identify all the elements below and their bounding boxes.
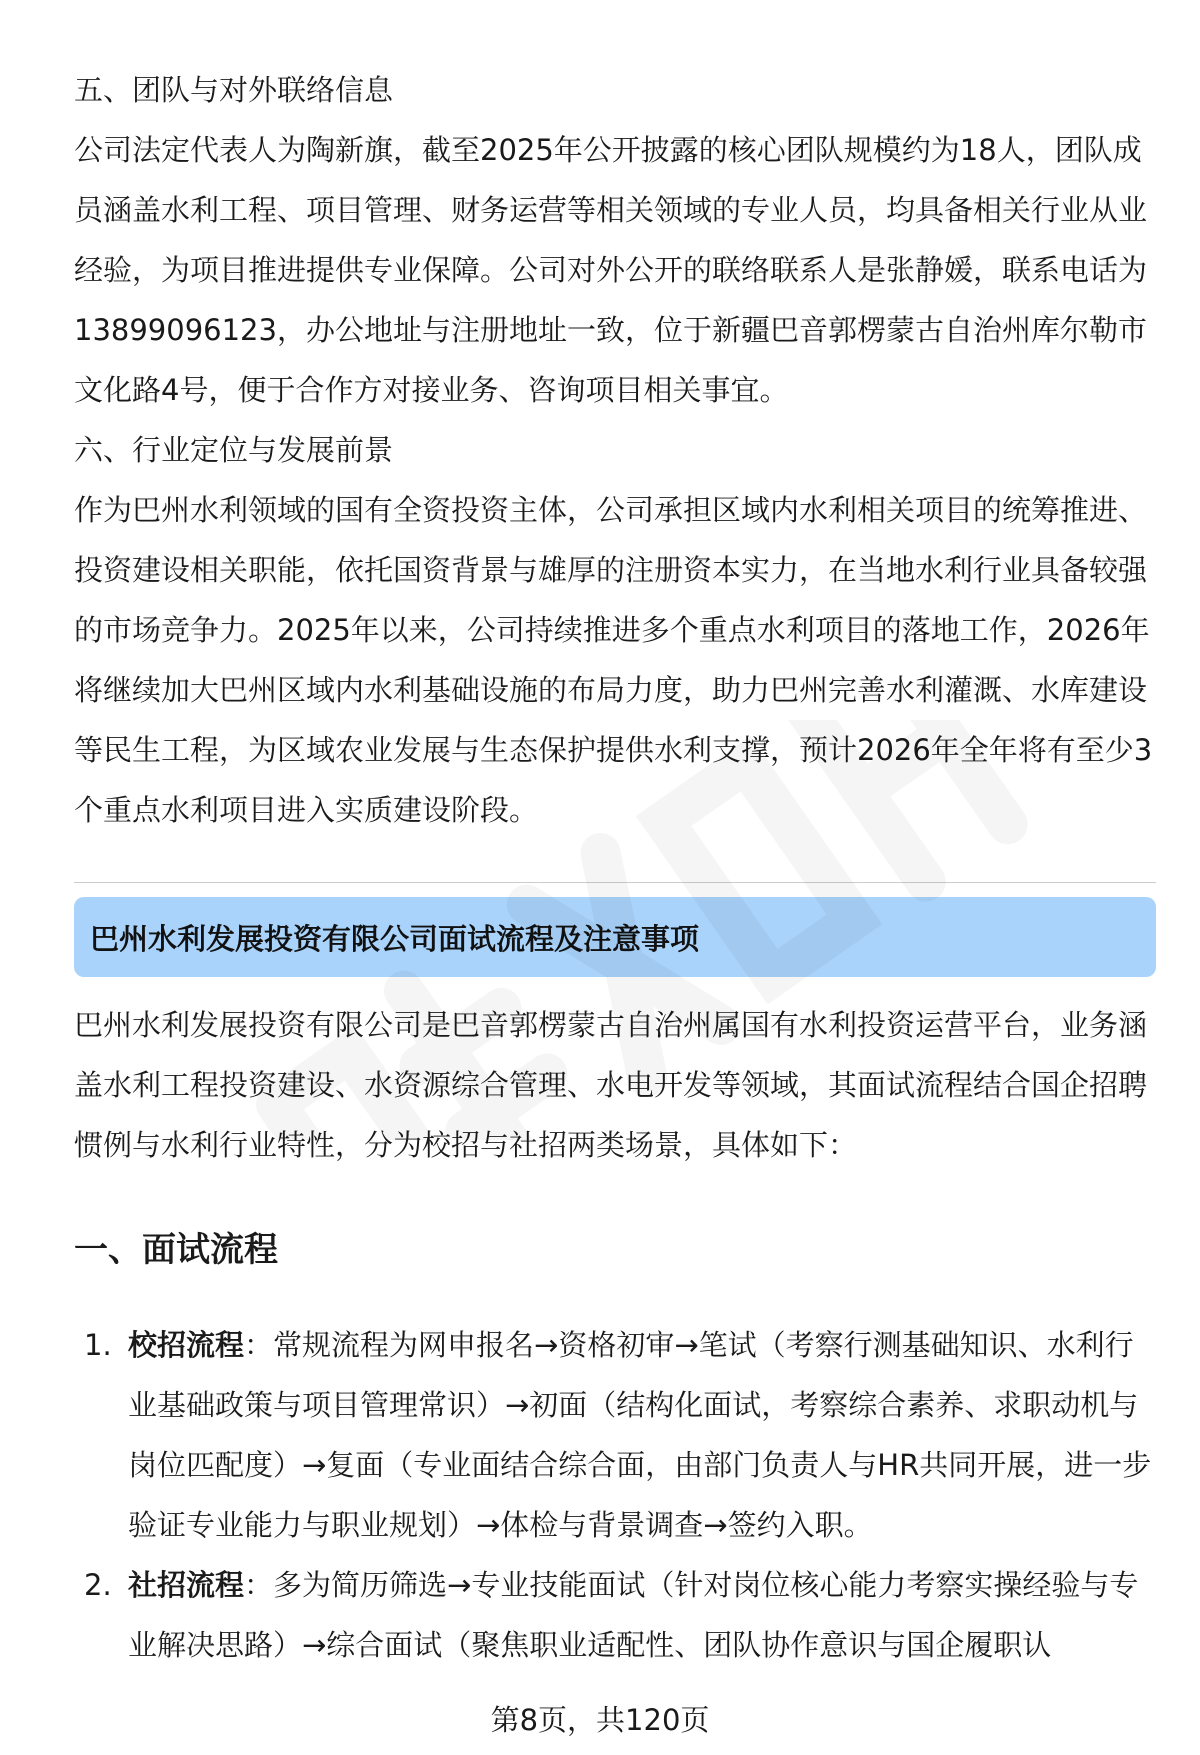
banner-title: 巴州水利发展投资有限公司面试流程及注意事项: [90, 921, 700, 956]
heading: 一、面试流程: [74, 1230, 278, 1270]
page-footer: 第8页，共120页: [490, 1703, 710, 1737]
list-term: 社招流程: [128, 1568, 245, 1602]
process-list: [74, 1315, 1156, 1675]
intro-paragraph: 巴州水利发展投资有限公司是巴音郭楞蒙古自治州属国有水利投资运营平台，业务涵盖水利工程投资建设、水资源综合管理、水电开发等领域，其面试流程结合国企招聘惯例与水利行业特性，分为校招与社招两类场景，具体如下：: [74, 1008, 1148, 1162]
section-paragraph: 作为巴州水利领域的国有全资投资主体，公司承担区域内水利相关项目的统筹推进、投资建设相关职能，依托国资背景与雄厚的注册资本实力，在当地水利行业具备较强的市场竞争力。2025年以来，公司持续推进多个重点水利项目的落地工作，2026年将继续加大巴州区域内水利基础设施的布局力度，助力巴州完善水利灌溉、水库建设等民生工程，为区域农业发展与生态保护提供水利支撑，预计2026年全年将有至少3个重点水利项目进入实质建设阶段。: [74, 493, 1153, 827]
divider: [74, 882, 1156, 883]
section-paragraph: 公司法定代表人为陶新旗，截至2025年公开披露的核心团队规模约为18人，团队成员涵盖水利工程、项目管理、财务运营等相关领域的专业人员，均具备相关行业从业经验，为项目推进提供专业保障。公司对外公开的联络联系人是张静媛，联系电话为13899096123，办公地址与注册地址一致，位于新疆巴音郭楞蒙古自治州库尔勒市文化路4号，便于合作方对接业务、咨询项目相关事宜。: [74, 133, 1148, 407]
section-title: 六、行业定位与发展前景: [74, 433, 394, 467]
chapter-banner: [74, 897, 1156, 977]
list-text: ：常规流程为网申报名→资格初审→笔试（考察行测基础知识、水利行业基础政策与项目管理常识）→初面（结构化面试，考察综合素养、求职动机与岗位匹配度）→复面（专业面结合综合面，由部门负责人与HR共同开展，进一步验证专业能力与职业规划）→体检与背景调查→签约入职。: [128, 1328, 1152, 1542]
list-item: [74, 1315, 1156, 1555]
section-title: 五、团队与对外联络信息: [74, 73, 394, 107]
list-item: [74, 1555, 1156, 1675]
list-text: ：多为简历筛选→专业技能面试（针对岗位核心能力考察实操经验与专业解决思路）→综合面试（聚焦职业适配性、团队协作意识与国企履职认: [128, 1568, 1139, 1662]
document-page: [74, 60, 1156, 1675]
list-number: 1.: [84, 1328, 112, 1362]
list-term: 校招流程: [128, 1328, 245, 1362]
list-number: 2.: [84, 1568, 112, 1602]
